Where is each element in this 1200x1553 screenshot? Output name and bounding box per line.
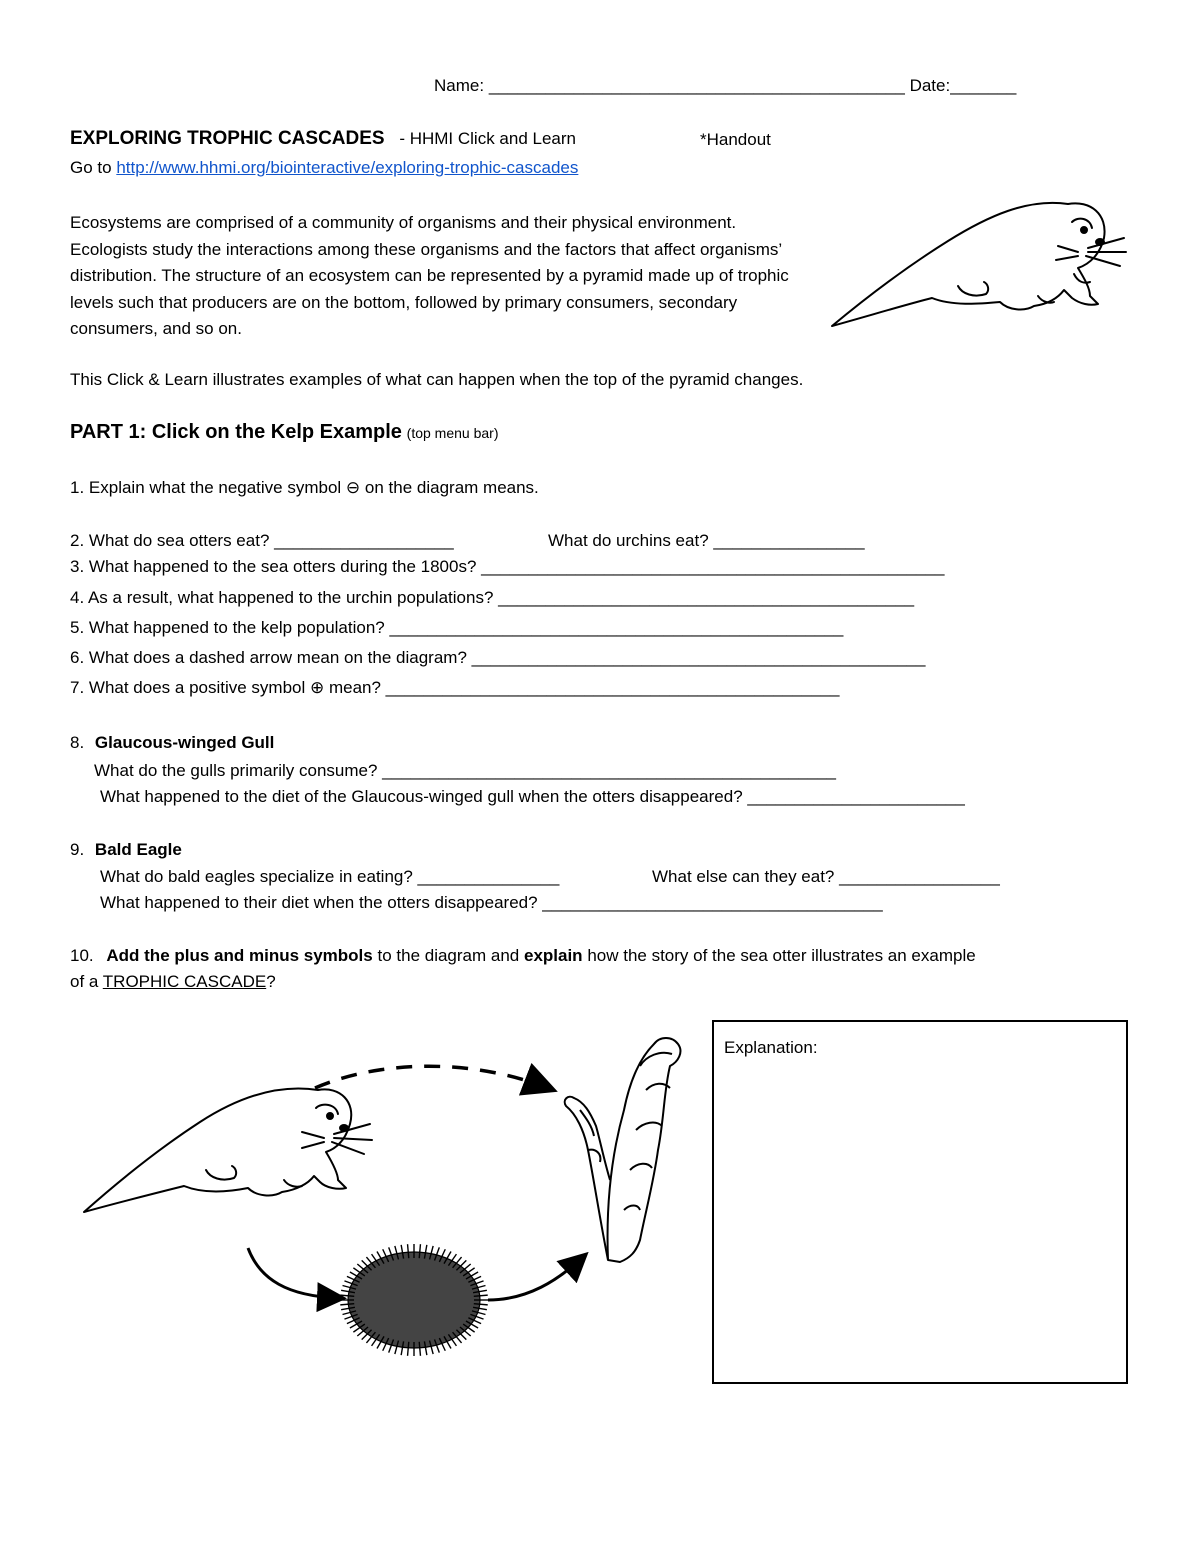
- question-2a[interactable]: 2. What do sea otters eat? ___________________: [70, 531, 454, 550]
- question-10-text1: to the diagram and: [377, 946, 520, 965]
- question-9-title: Bald Eagle: [94, 840, 182, 859]
- question-9c[interactable]: What happened to their diet when the otters disappeared? ____________________________________: [100, 893, 883, 912]
- trophic-cascade-term: TROPHIC CASCADE: [102, 972, 267, 991]
- question-9-number: 9.: [70, 840, 85, 859]
- diagram-kelp: [565, 1038, 681, 1262]
- question-8a[interactable]: What do the gulls primarily consume? ________________________________________________: [94, 761, 836, 780]
- question-10-bold1: Add the plus and minus symbols: [106, 946, 373, 965]
- goto-prefix: Go to: [70, 158, 112, 177]
- question-8-heading: [70, 733, 274, 753]
- sea-otter-illustration: [828, 186, 1128, 336]
- handout-label: *Handout: [700, 130, 771, 149]
- part1-heading: [70, 421, 499, 444]
- question-10-text2: how the story of the sea otter illustrates an example: [587, 946, 976, 965]
- date-blank[interactable]: _______: [950, 76, 1017, 95]
- question-9-heading: [70, 840, 182, 860]
- part1-title: PART 1: Click on the Kelp Example: [70, 421, 402, 443]
- question-6[interactable]: 6. What does a dashed arrow mean on the diagram? ________________________________________________: [70, 648, 926, 667]
- name-label: Name:: [434, 76, 485, 95]
- dashed-arrow-otter-to-kelp: [315, 1066, 548, 1088]
- explanation-box[interactable]: [712, 1020, 1128, 1384]
- question-3[interactable]: 3. What happened to the sea otters during the 1800s? _________________________________________________: [70, 557, 945, 576]
- part1-note: (top menu bar): [406, 425, 499, 441]
- arrow-urchin-to-kelp: [488, 1258, 582, 1300]
- name-blank[interactable]: ____________________________________________: [488, 76, 905, 95]
- question-9b[interactable]: What else can they eat? _________________: [652, 867, 1000, 886]
- intro-paragraph: Ecosystems are comprised of a community of organisms and their physical environment. Ecologists study the interactions among these organisms and the factors that affect organisms’ distribution. The structure of an ecosystem can be represented by a pyramid made up of trophic levels such that producers are on the bottom, followed by primary consumers, secondary consumers, and so on.: [70, 213, 789, 338]
- question-10-number: 10.: [70, 946, 94, 965]
- title-line: [70, 128, 576, 150]
- question-10-suffix: ?: [266, 972, 276, 991]
- diagram-sea-otter: [84, 1088, 372, 1212]
- page-subtitle: - HHMI Click and Learn: [399, 129, 576, 148]
- question-8b[interactable]: What happened to the diet of the Glaucous-winged gull when the otters disappeared? _______________________: [100, 787, 965, 806]
- question-7[interactable]: 7. What does a positive symbol ⊕ mean? ________________________________________________: [70, 678, 840, 697]
- question-5[interactable]: 5. What happened to the kelp population? ________________________________________________: [70, 618, 844, 637]
- question-10-prefix: of a: [70, 972, 99, 991]
- click-learn-text: This Click & Learn illustrates examples of what can happen when the top of the pyramid changes.: [70, 370, 804, 389]
- question-10-line2: [70, 972, 276, 992]
- explanation-label: Explanation:: [724, 1038, 818, 1057]
- diagram-sea-urchin: [340, 1244, 488, 1356]
- trophic-cascade-diagram: [80, 1030, 700, 1360]
- question-10-bold2: explain: [523, 946, 583, 965]
- date-label: Date:: [909, 76, 951, 95]
- question-10-line1: [70, 946, 976, 966]
- question-2b[interactable]: What do urchins eat? ________________: [548, 531, 865, 550]
- question-9a[interactable]: What do bald eagles specialize in eating? _______________: [100, 867, 560, 886]
- question-8-number: 8.: [70, 733, 85, 752]
- page-title: EXPLORING TROPHIC CASCADES: [70, 128, 385, 149]
- goto-line: [70, 158, 578, 178]
- question-8-title: Glaucous-winged Gull: [94, 733, 275, 752]
- question-1: 1. Explain what the negative symbol ⊖ on the diagram means.: [70, 478, 539, 497]
- hhmi-link[interactable]: http://www.hhmi.org/biointeractive/exploring-trophic-cascades: [116, 158, 579, 177]
- question-4[interactable]: 4. As a result, what happened to the urchin populations? ____________________________________________: [70, 588, 915, 607]
- name-line[interactable]: [434, 76, 1016, 96]
- arrow-otter-to-urchin: [248, 1248, 338, 1298]
